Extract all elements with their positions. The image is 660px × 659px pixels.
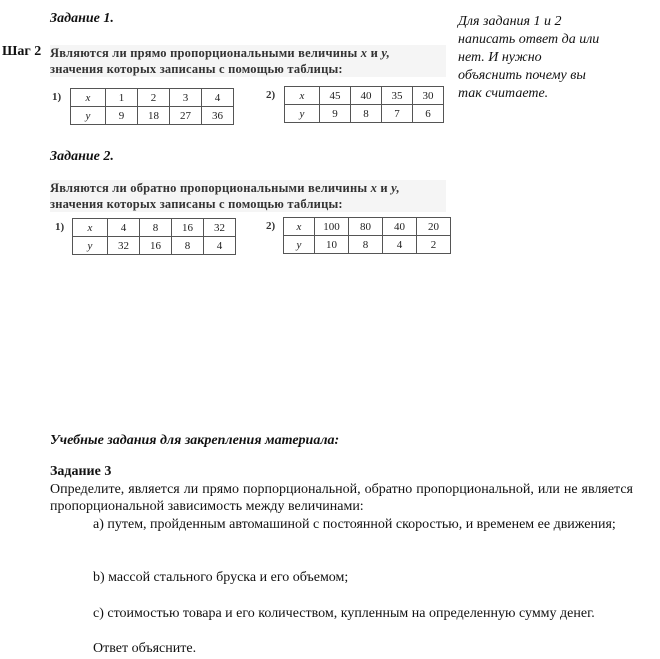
header-y: y (73, 237, 108, 255)
cell: 8 (172, 237, 204, 255)
var-x: x (370, 181, 378, 195)
cell: 30 (413, 87, 444, 105)
task1-table1 (70, 88, 234, 125)
reinforce-heading: Учебные задания для закрепления материала: (50, 433, 340, 448)
cell: 20 (417, 218, 451, 236)
cell: 36 (202, 107, 234, 125)
cell: 40 (383, 218, 417, 236)
cell: 6 (413, 105, 444, 123)
cell: 16 (140, 237, 172, 255)
cell: 18 (138, 107, 170, 125)
cell: 8 (140, 219, 172, 237)
cell: 32 (204, 219, 236, 237)
cell: 2 (138, 89, 170, 107)
step-label: Шаг 2 (2, 44, 42, 59)
task1-table1-label: 1) (52, 91, 62, 103)
task3-item-a: а) путем, пройденным автомашиной с постоянной скоростью, и временем ее движения; (93, 517, 616, 532)
cell: 7 (382, 105, 413, 123)
task2-question-line1: Являются ли обратно пропорциональными величины x и y, (50, 181, 400, 195)
task3-item-c: с) стоимостью товара и его количеством, купленным на определенную сумму денег. (93, 606, 595, 621)
cell: 3 (170, 89, 202, 107)
task2-table2 (283, 217, 451, 254)
cell: 4 (202, 89, 234, 107)
task2-title: Задание 2. (50, 149, 114, 164)
cell: 27 (170, 107, 202, 125)
cell: 4 (108, 219, 140, 237)
cell: 35 (382, 87, 413, 105)
task3-item-b: b) массой стального бруска и его объемом; (93, 570, 349, 585)
cell: 45 (320, 87, 351, 105)
cell: 80 (349, 218, 383, 236)
var-y: y, (391, 181, 400, 195)
task3-answer: Ответ объясните. (93, 641, 197, 656)
header-x: x (71, 89, 106, 107)
task2-table2-label: 2) (266, 220, 276, 232)
var-x: x (360, 46, 368, 60)
cell: 8 (349, 236, 383, 254)
header-y: y (284, 236, 315, 254)
side-note-line: Для задания 1 и 2 (458, 14, 562, 29)
cell: 10 (315, 236, 349, 254)
side-note-line: так считаете. (458, 86, 549, 101)
header-x: x (285, 87, 320, 105)
cell: 2 (417, 236, 451, 254)
table-row (284, 236, 451, 254)
task1-table2-label: 2) (266, 89, 276, 101)
table-row (71, 89, 234, 107)
cell: 1 (106, 89, 138, 107)
task1-table2 (284, 86, 444, 123)
task2-question-line2: значения которых записаны с помощью таблицы: (50, 197, 343, 211)
table-row (285, 105, 444, 123)
side-note-line: объяснить почему вы (458, 68, 586, 83)
task1-question-line2: значения которых записаны с помощью таблицы: (50, 62, 343, 76)
cell: 9 (320, 105, 351, 123)
header-y: y (285, 105, 320, 123)
side-note (458, 13, 648, 103)
header-x: x (73, 219, 108, 237)
header-x: x (284, 218, 315, 236)
table-row (73, 237, 236, 255)
cell: 4 (383, 236, 417, 254)
cell: 16 (172, 219, 204, 237)
task3-title: Задание 3 (50, 464, 112, 479)
cell: 100 (315, 218, 349, 236)
cell: 4 (204, 237, 236, 255)
cell: 9 (106, 107, 138, 125)
task1-question-line1: Являются ли прямо пропорциональными величины x и y, (50, 46, 390, 60)
task2-table1-label: 1) (55, 221, 65, 233)
var-y: y, (381, 46, 390, 60)
table-row (284, 218, 451, 236)
table-row (73, 219, 236, 237)
cell: 8 (351, 105, 382, 123)
side-note-line: нет. И нужно (458, 50, 542, 65)
task1-question (50, 45, 446, 77)
cell: 40 (351, 87, 382, 105)
table-row (285, 87, 444, 105)
task1-title: Задание 1. (50, 11, 114, 26)
task3-intro: Определите, является ли прямо порпорциональной, обратно пропорциональной, или не является пропорциональной зависимость между величинами: (50, 482, 633, 514)
task2-question (50, 180, 446, 212)
side-note-line: написать ответ да или (458, 32, 600, 47)
task2-table1 (72, 218, 236, 255)
table-row (71, 107, 234, 125)
cell: 32 (108, 237, 140, 255)
header-y: y (71, 107, 106, 125)
